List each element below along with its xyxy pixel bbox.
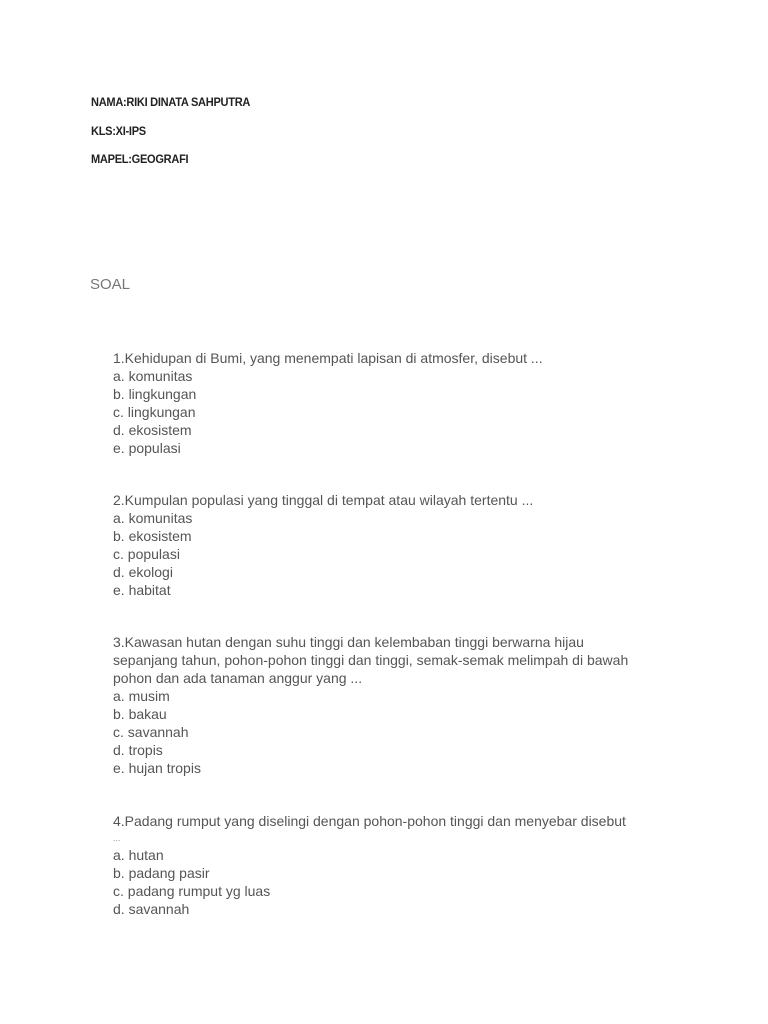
- option-d: d. tropis: [113, 742, 163, 758]
- question-3: [113, 633, 693, 777]
- option-d: d. savannah: [113, 901, 190, 917]
- option-e: e. populasi: [113, 440, 181, 456]
- option-c: c. lingkungan: [113, 404, 196, 420]
- option-b: b. ekosistem: [113, 528, 192, 544]
- option-e: e. habitat: [113, 582, 171, 598]
- question-text-line-1: 3.Kawasan hutan dengan suhu tinggi dan kelembaban tinggi berwarna hijau: [113, 634, 584, 650]
- option-a: a. musim: [113, 688, 170, 704]
- option-b: b. lingkungan: [113, 386, 197, 402]
- section-title: SOAL: [90, 276, 131, 293]
- option-e: e. hujan tropis: [113, 760, 201, 776]
- question-text: 2.Kumpulan populasi yang tinggal di tempat atau wilayah tertentu ...: [113, 492, 534, 508]
- question-text-line-3: pohon dan ada tanaman anggur yang ...: [113, 670, 363, 686]
- option-a: a. komunitas: [113, 368, 193, 384]
- option-b: b. padang pasir: [113, 865, 210, 881]
- question-4: [113, 812, 693, 918]
- option-c: c. savannah: [113, 724, 189, 740]
- option-d: d. ekologi: [113, 564, 173, 580]
- option-a: a. hutan: [113, 847, 164, 863]
- option-b: b. bakau: [113, 706, 167, 722]
- question-text: 4.Padang rumput yang diselingi dengan pohon-pohon tinggi dan menyebar disebut: [113, 813, 626, 829]
- student-class: KLS:XI-IPS: [91, 124, 146, 138]
- question-ellipsis: ...: [113, 833, 121, 843]
- question-text: 1.Kehidupan di Bumi, yang menempati lapisan di atmosfer, disebut ...: [113, 350, 543, 366]
- option-a: a. komunitas: [113, 510, 193, 526]
- question-text-line-2: sepanjang tahun, pohon-pohon tinggi dan tinggi, semak-semak melimpah di bawah: [113, 652, 629, 668]
- subject: MAPEL:GEOGRAFI: [91, 152, 189, 166]
- question-1: [113, 349, 693, 457]
- option-c: c. populasi: [113, 546, 180, 562]
- option-d: d. ekosistem: [113, 422, 192, 438]
- student-name: NAMA:RIKI DINATA SAHPUTRA: [91, 95, 251, 109]
- option-c: c. padang rumput yg luas: [113, 883, 271, 899]
- question-2: [113, 491, 693, 599]
